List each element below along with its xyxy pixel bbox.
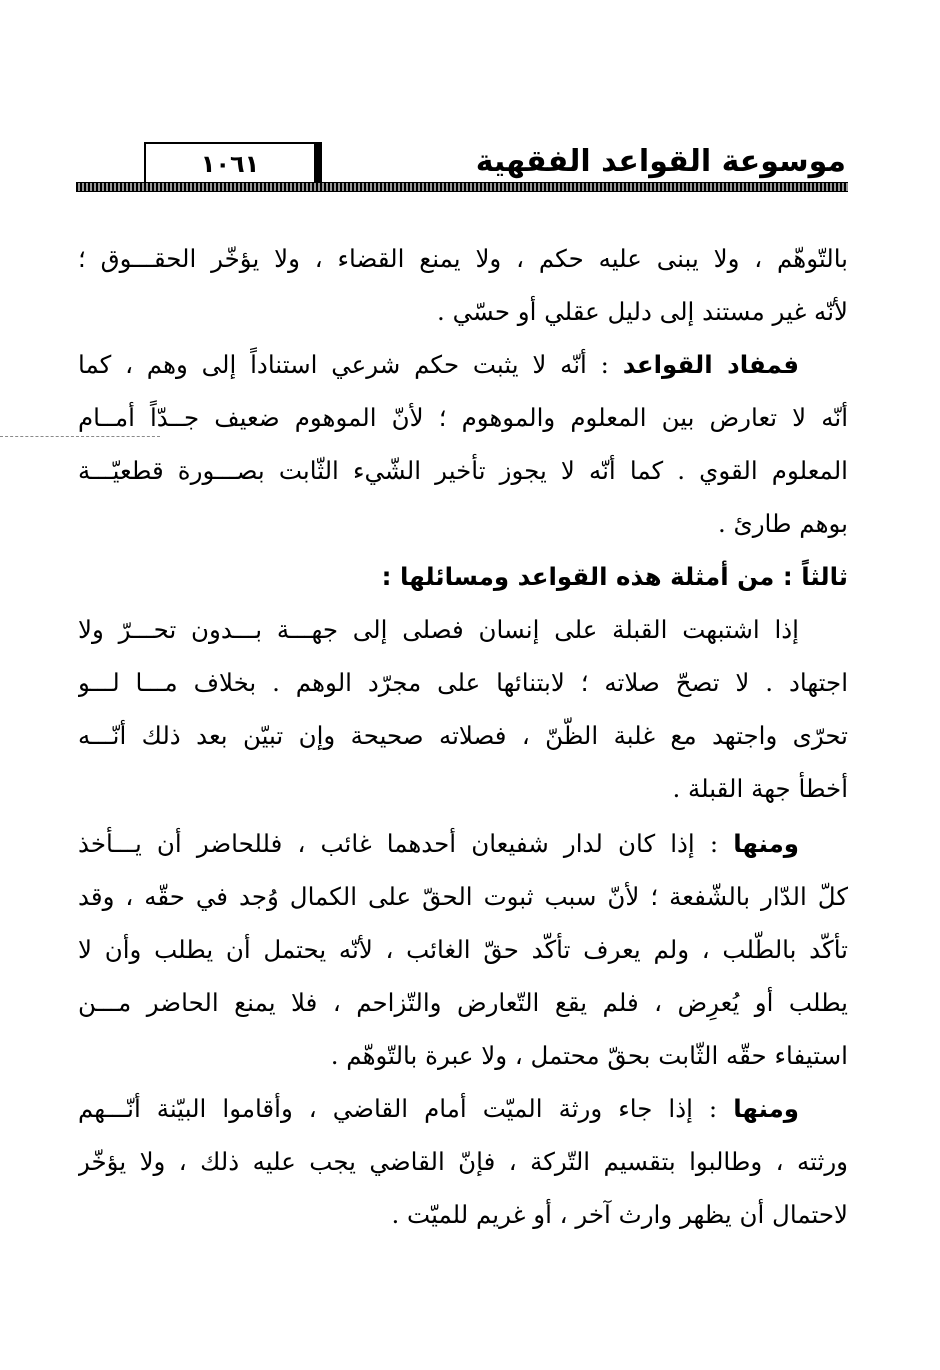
text-line: تحرّى واجتهد مع غلبة الظّنّ ، فصلاته صحيحة وإن تبيّن بعد ذلك أنّـــه	[78, 721, 848, 750]
text-line: يطلب أو يُعرِض ، فلم يقع التّعارض والتّزاحم ، فلا يمنع الحاضر مـــن	[78, 988, 848, 1017]
text-run: : إذا كان لدار شفيعان أحدهما غائب ، فللحاضر أن يـــأخذ	[78, 829, 734, 858]
text-line: تأكّد بالطّلب ، ولم يعرف تأكّد حقّ الغائب ، لأنّه يحتمل أن يطلب وأن لا	[78, 935, 848, 964]
text-line: أنّه لا تعارض بين المعلوم والموهوم ؛ لأنّ الموهوم ضعيف جــدّاً أمــام	[78, 403, 848, 432]
example-heading: ومنها	[733, 829, 799, 858]
page-header	[76, 140, 848, 192]
text-line: لاحتمال أن يظهر وارث آخر ، أو غريم للميّت .	[391, 1200, 848, 1229]
text-line: أخطأ جهة القبلة .	[672, 774, 848, 803]
page-number: ١٠٦١	[144, 142, 322, 184]
text-line: استيفاء حقّه الثّابت بحقّ محتمل ، ولا عبرة بالتّوهّم .	[330, 1041, 848, 1070]
example-heading: ومنها	[733, 1094, 799, 1123]
text-line: كلّ الدّار بالشّفعة ؛ لأنّ سبب ثبوت الحقّ على الكمال وُجد في حقّه ، وقد	[78, 882, 848, 911]
text-line	[78, 817, 848, 870]
text-run: : أنّه لا يثبت حكم شرعي استناداً إلى وهم ، كما	[78, 350, 623, 379]
text-line: المعلوم القوي . كما أنّه لا يجوز تأخير الشّيء الثّابت بصـــورة قطعيّـــة	[78, 456, 848, 485]
text-line	[78, 603, 848, 656]
text-line: لأنّه غير مستند إلى دليل عقلي أو حسّي .	[437, 297, 848, 326]
text-line: بالتّوهّم ، ولا يبنى عليه حكم ، ولا يمنع القضاء ، ولا يؤخّر الحقـــوق ؛	[78, 244, 848, 273]
text-line	[78, 1082, 848, 1135]
section-heading: فمفاد القواعد	[622, 350, 800, 379]
page-body	[78, 232, 848, 1241]
text-line	[78, 338, 848, 391]
text-line: بوهم طارئ .	[717, 509, 848, 538]
text-run: إذا اشتبهت القبلة على إنسان فصلى إلى جهـــة بـــدون تحـــرّ ولا	[78, 615, 799, 644]
text-run: : إذا جاء ورثة الميّت أمام القاضي ، وأقاموا البيّنة أنّـــهم	[78, 1094, 734, 1123]
header-rule	[76, 182, 848, 192]
text-line: اجتهاد . لا تصحّ صلاته ؛ لابتنائها على مجرّد الوهم . بخلاف مـــا لـــو	[78, 668, 848, 697]
text-line: ورثته ، وطالبوا بتقسيم التّركة ، فإنّ القاضي يجب عليه ذلك ، ولا يؤخّر	[78, 1147, 848, 1176]
section-heading: ثالثاً : من أمثلة هذه القواعد ومسائلها :	[381, 562, 848, 591]
book-title: موسوعة القواعد الفقهية	[475, 144, 846, 179]
